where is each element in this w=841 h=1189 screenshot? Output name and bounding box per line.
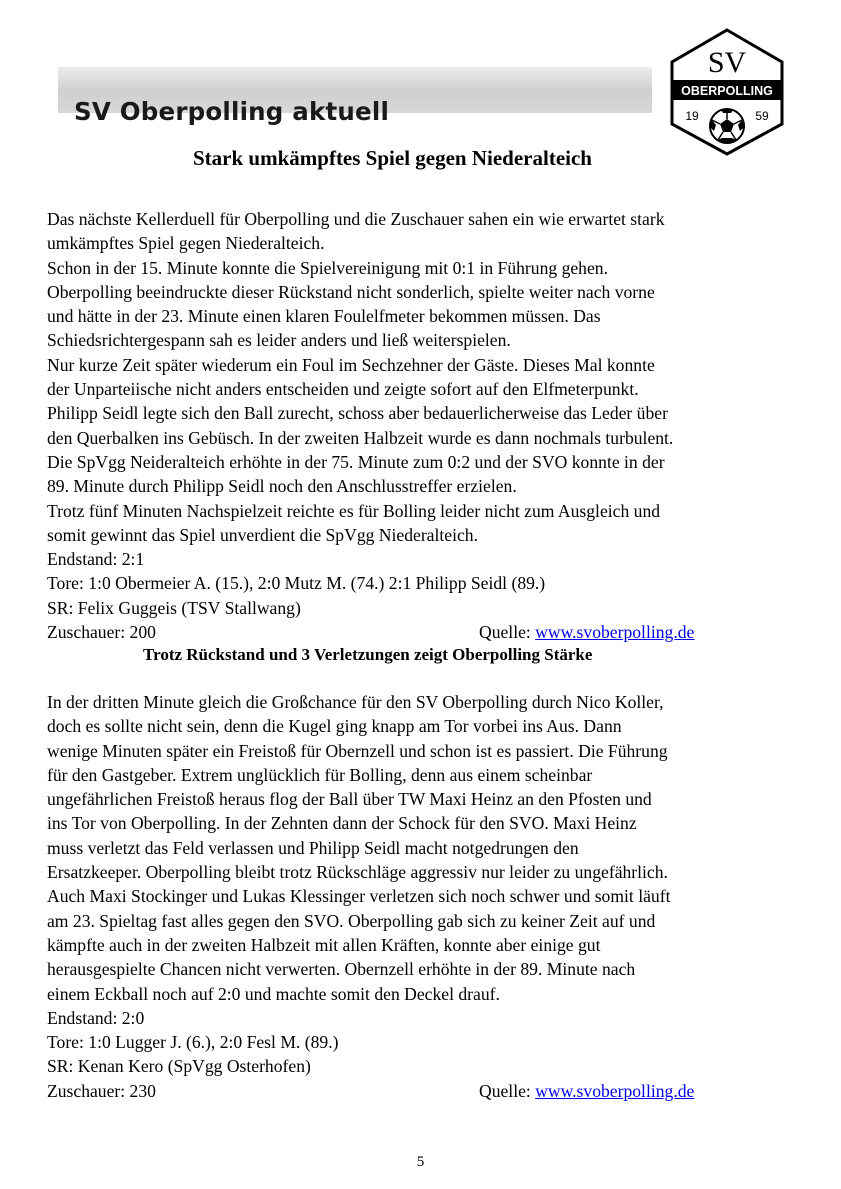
logo-letters: SV <box>707 46 747 79</box>
logo-club-name: OBERPOLLING <box>681 84 773 98</box>
article1-line: umkämpftes Spiel gegen Niederalteich. <box>47 233 325 254</box>
article1-line: Das nächste Kellerduell für Oberpolling und die Zuschauer sahen ein wie erwartet stark <box>47 209 665 229</box>
article2-line: doch es sollte nicht sein, denn die Kugel ging knapp am Tor vorbei ins Aus. Dann <box>47 716 622 737</box>
article1-line: Trotz fünf Minuten Nachspielzeit reichte es für Bolling leider nicht zum Ausgleich und <box>47 500 661 521</box>
article1-line: und hätte in der 23. Minute einen klaren Foulelfmeter bekommen müssen. Das <box>47 306 601 327</box>
article2-goals: Tore: 1:0 Lugger J. (6.), 2:0 Fesl M. (89.) <box>47 1032 339 1053</box>
article1-line: 89. Minute durch Philipp Seidl noch den Anschlusstreffer erzielen. <box>47 476 517 497</box>
article2-line: ungefährlichen Freistoß heraus flog der Ball über TW Maxi Heinz an den Pfosten und <box>47 789 652 810</box>
article1-goals: Tore: 1:0 Obermeier A. (15.), 2:0 Mutz M. (74.) 2:1 Philipp Seidl (89.) <box>47 573 546 594</box>
article1-line: Nur kurze Zeit später wiederum ein Foul im Sechzehner der Gäste. Dieses Mal konnte <box>47 354 655 375</box>
logo-year-right: 59 <box>755 109 769 123</box>
article1-line: Philipp Seidl legte sich den Ball zurecht, schoss aber bedauerlicherweise das Leder über <box>47 403 668 424</box>
article2-line: Auch Maxi Stockinger und Lukas Klessinger verletzen sich noch schwer und somit läuft <box>47 886 671 907</box>
article2-line: für den Gastgeber. Extrem unglücklich für Bolling, denn aus einem scheinbar <box>47 764 593 785</box>
article1-body <box>47 207 807 644</box>
article2-spectators: Zuschauer: 230 <box>47 1080 156 1101</box>
article1-line: Oberpolling beeindruckte dieser Rückstand nicht sonderlich, spielte weiter nach vorne <box>47 281 655 302</box>
article2-source <box>479 1079 694 1103</box>
article2-line: einem Eckball noch auf 2:0 und machte somit den Deckel drauf. <box>47 983 500 1004</box>
article1-line: der Unparteiische nicht anders entscheiden und zeigte sofort auf den Elfmeterpunkt. <box>47 379 639 400</box>
article2-line: kämpfte auch in der zweiten Halbzeit mit allen Kräften, konnte aber einige gut <box>47 934 601 955</box>
article2-line: In der dritten Minute gleich die Großchance für den SV Oberpolling durch Nico Koller, <box>47 692 664 712</box>
article1-line: Schon in der 15. Minute konnte die Spielvereinigung mit 0:1 in Führung gehen. <box>47 257 608 278</box>
source-link[interactable]: www.svoberpolling.de <box>535 622 695 642</box>
source-link[interactable]: www.svoberpolling.de <box>535 1081 695 1101</box>
article1-title: Stark umkämpftes Spiel gegen Niederalteich <box>193 146 592 170</box>
article1-final-score: Endstand: 2:1 <box>47 549 145 570</box>
article2-line: Ersatzkeeper. Oberpolling bleibt trotz Rückschläge aggressiv nur leider zu ungefährlich. <box>47 862 668 883</box>
logo-year-left: 19 <box>685 109 699 123</box>
article2-body <box>47 690 807 1103</box>
source-label: Quelle: <box>479 622 536 642</box>
club-logo <box>668 28 786 156</box>
page-header-title: SV Oberpolling aktuell <box>74 97 390 126</box>
page-number: 5 <box>416 1154 425 1170</box>
article2-final-score: Endstand: 2:0 <box>47 1007 145 1028</box>
article1-source <box>479 620 694 644</box>
article1-line: den Querbalken ins Gebüsch. In der zweiten Halbzeit wurde es dann nochmals turbulent. <box>47 427 674 448</box>
article1-referee: SR: Felix Guggeis (TSV Stallwang) <box>47 597 301 618</box>
article1-line: somit gewinnt das Spiel unverdient die SpVgg Niederalteich. <box>47 524 478 545</box>
soccer-ball-icon <box>710 109 744 143</box>
article2-line: am 23. Spieltag fast alles gegen den SVO. Oberpolling gab sich zu keiner Zeit auf und <box>47 910 656 931</box>
article2-line: wenige Minuten später ein Freistoß für Obernzell und schon ist es passiert. Die Führung <box>47 740 668 761</box>
article2-referee: SR: Kenan Kero (SpVgg Osterhofen) <box>47 1056 311 1077</box>
source-label: Quelle: <box>479 1081 536 1101</box>
article2-line: muss verletzt das Feld verlassen und Philipp Seidl macht notgedrungen den <box>47 837 579 858</box>
article1-line: Die SpVgg Neideralteich erhöhte in der 75. Minute zum 0:2 und der SVO konnte in der <box>47 451 665 472</box>
article1-line: Schiedsrichtergespann sah es leider anders und ließ weiterspielen. <box>47 330 511 351</box>
article2-line: herausgespielte Chancen nicht verwerten. Obernzell erhöhte in der 89. Minute nach <box>47 959 636 980</box>
article1-spectators: Zuschauer: 200 <box>47 622 156 643</box>
article2-line: ins Tor von Oberpolling. In der Zehnten dann der Schock für den SVO. Maxi Heinz <box>47 813 637 834</box>
article2-title: Trotz Rückstand und 3 Verletzungen zeigt Oberpolling Stärke <box>143 645 593 664</box>
